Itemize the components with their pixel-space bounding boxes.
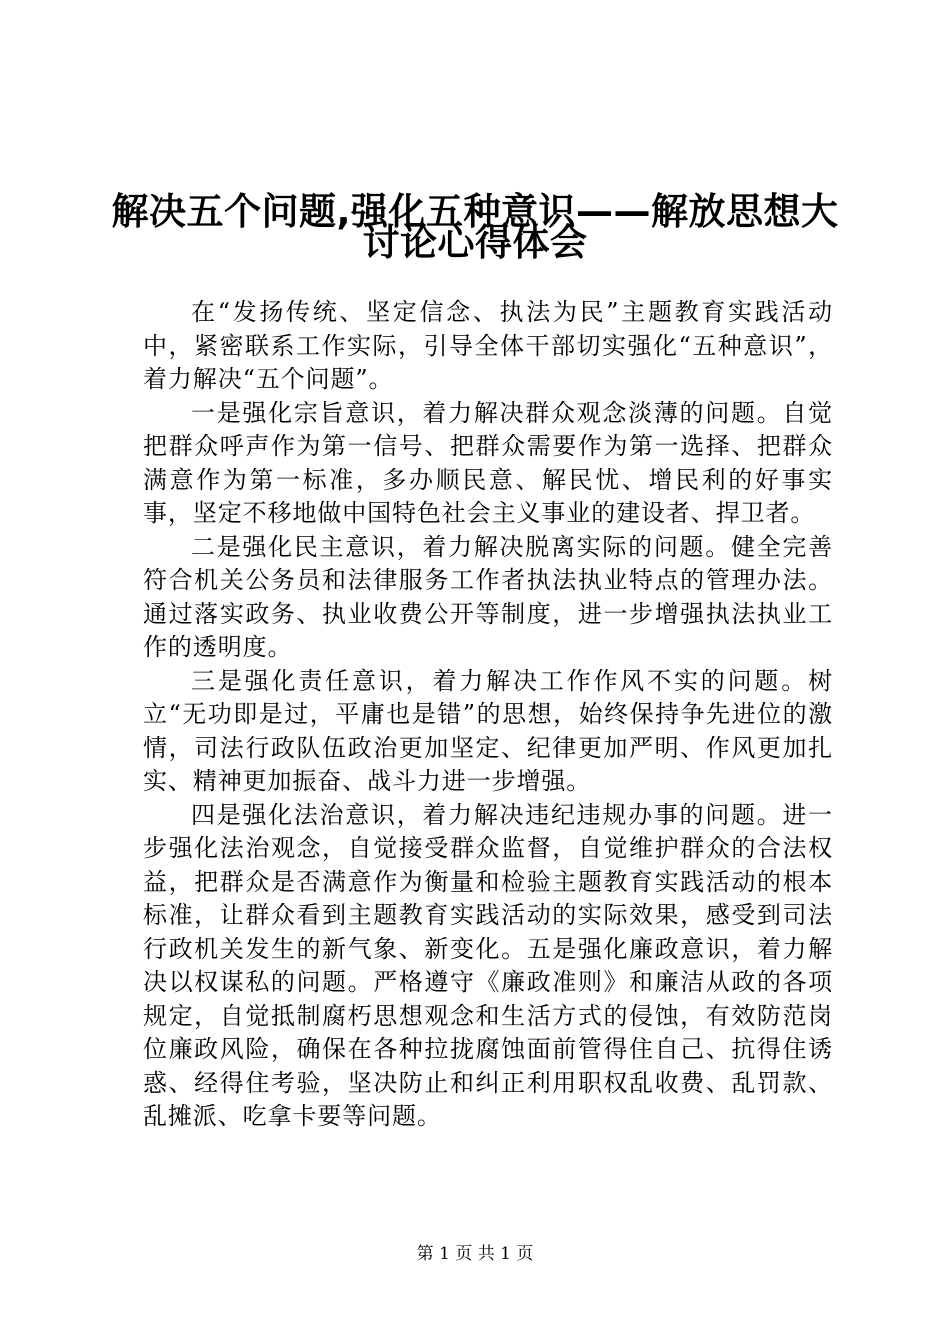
document-body xyxy=(143,296,833,1134)
paragraph-intro: 在“发扬传统、坚定信念、执法为民”主题教育实践活动中，紧密联系工作实际，引导全体干部切实强化“五种意识”，着力解决“五个问题”。 xyxy=(143,298,833,393)
paragraph-responsibility-awareness: 三是强化责任意识，着力解决工作作风不实的问题。树立“无功即是过，平庸也是错”的思想，始终保持争先进位的激情，司法行政队伍政治更加坚定、纪律更加严明、作风更加扎实、精神更加振奋、战斗力进一步增强。 xyxy=(143,666,833,795)
document-title-line-1: 解决五个问题,强化五种意识——解放思想大 xyxy=(111,190,839,233)
page-footer: 第 1 页 共 1 页 xyxy=(416,1244,534,1264)
paragraph-purpose-awareness: 一是强化宗旨意识，着力解决群众观念淡薄的问题。自觉把群众呼声作为第一信号、把群众需要作为第一选择、把群众满意作为第一标准，多办顺民意、解民忧、增民利的好事实事，坚定不移地做中国特色社会主义事业的建设者、捍卫者。 xyxy=(143,398,833,527)
paragraph-democracy-awareness: 二是强化民主意识，着力解决脱离实际的问题。健全完善符合机关公务员和法律服务工作者执法执业特点的管理办法。通过落实政务、执业收费公开等制度，进一步增强执法执业工作的透明度。 xyxy=(143,532,833,661)
paragraph-rule-of-law-awareness: 四是强化法治意识，着力解决违纪违规办事的问题。进一步强化法治观念，自觉接受群众监督，自觉维护群众的合法权益，把群众是否满意作为衡量和检验主题教育实践活动的根本标准，让群众看到主题教育实践活动的实际效果，感受到司法行政机关发生的新气象、新变化。五是强化廉政意识，着力解决以权谋私的问题。严格遵守《廉政准则》和廉洁从政的各项规定，自觉抵制腐朽思想观念和生活方式的侵蚀，有效防范岗位廉政风险，确保在各种拉拢腐蚀面前管得住自己、抗得住诱惑、经得住考验，坚决防止和纠正利用职权乱收费、乱罚款、乱摊派、吃拿卡要等问题。 xyxy=(143,800,833,1130)
document-title-line-2: 讨论心得体会 xyxy=(362,221,588,264)
